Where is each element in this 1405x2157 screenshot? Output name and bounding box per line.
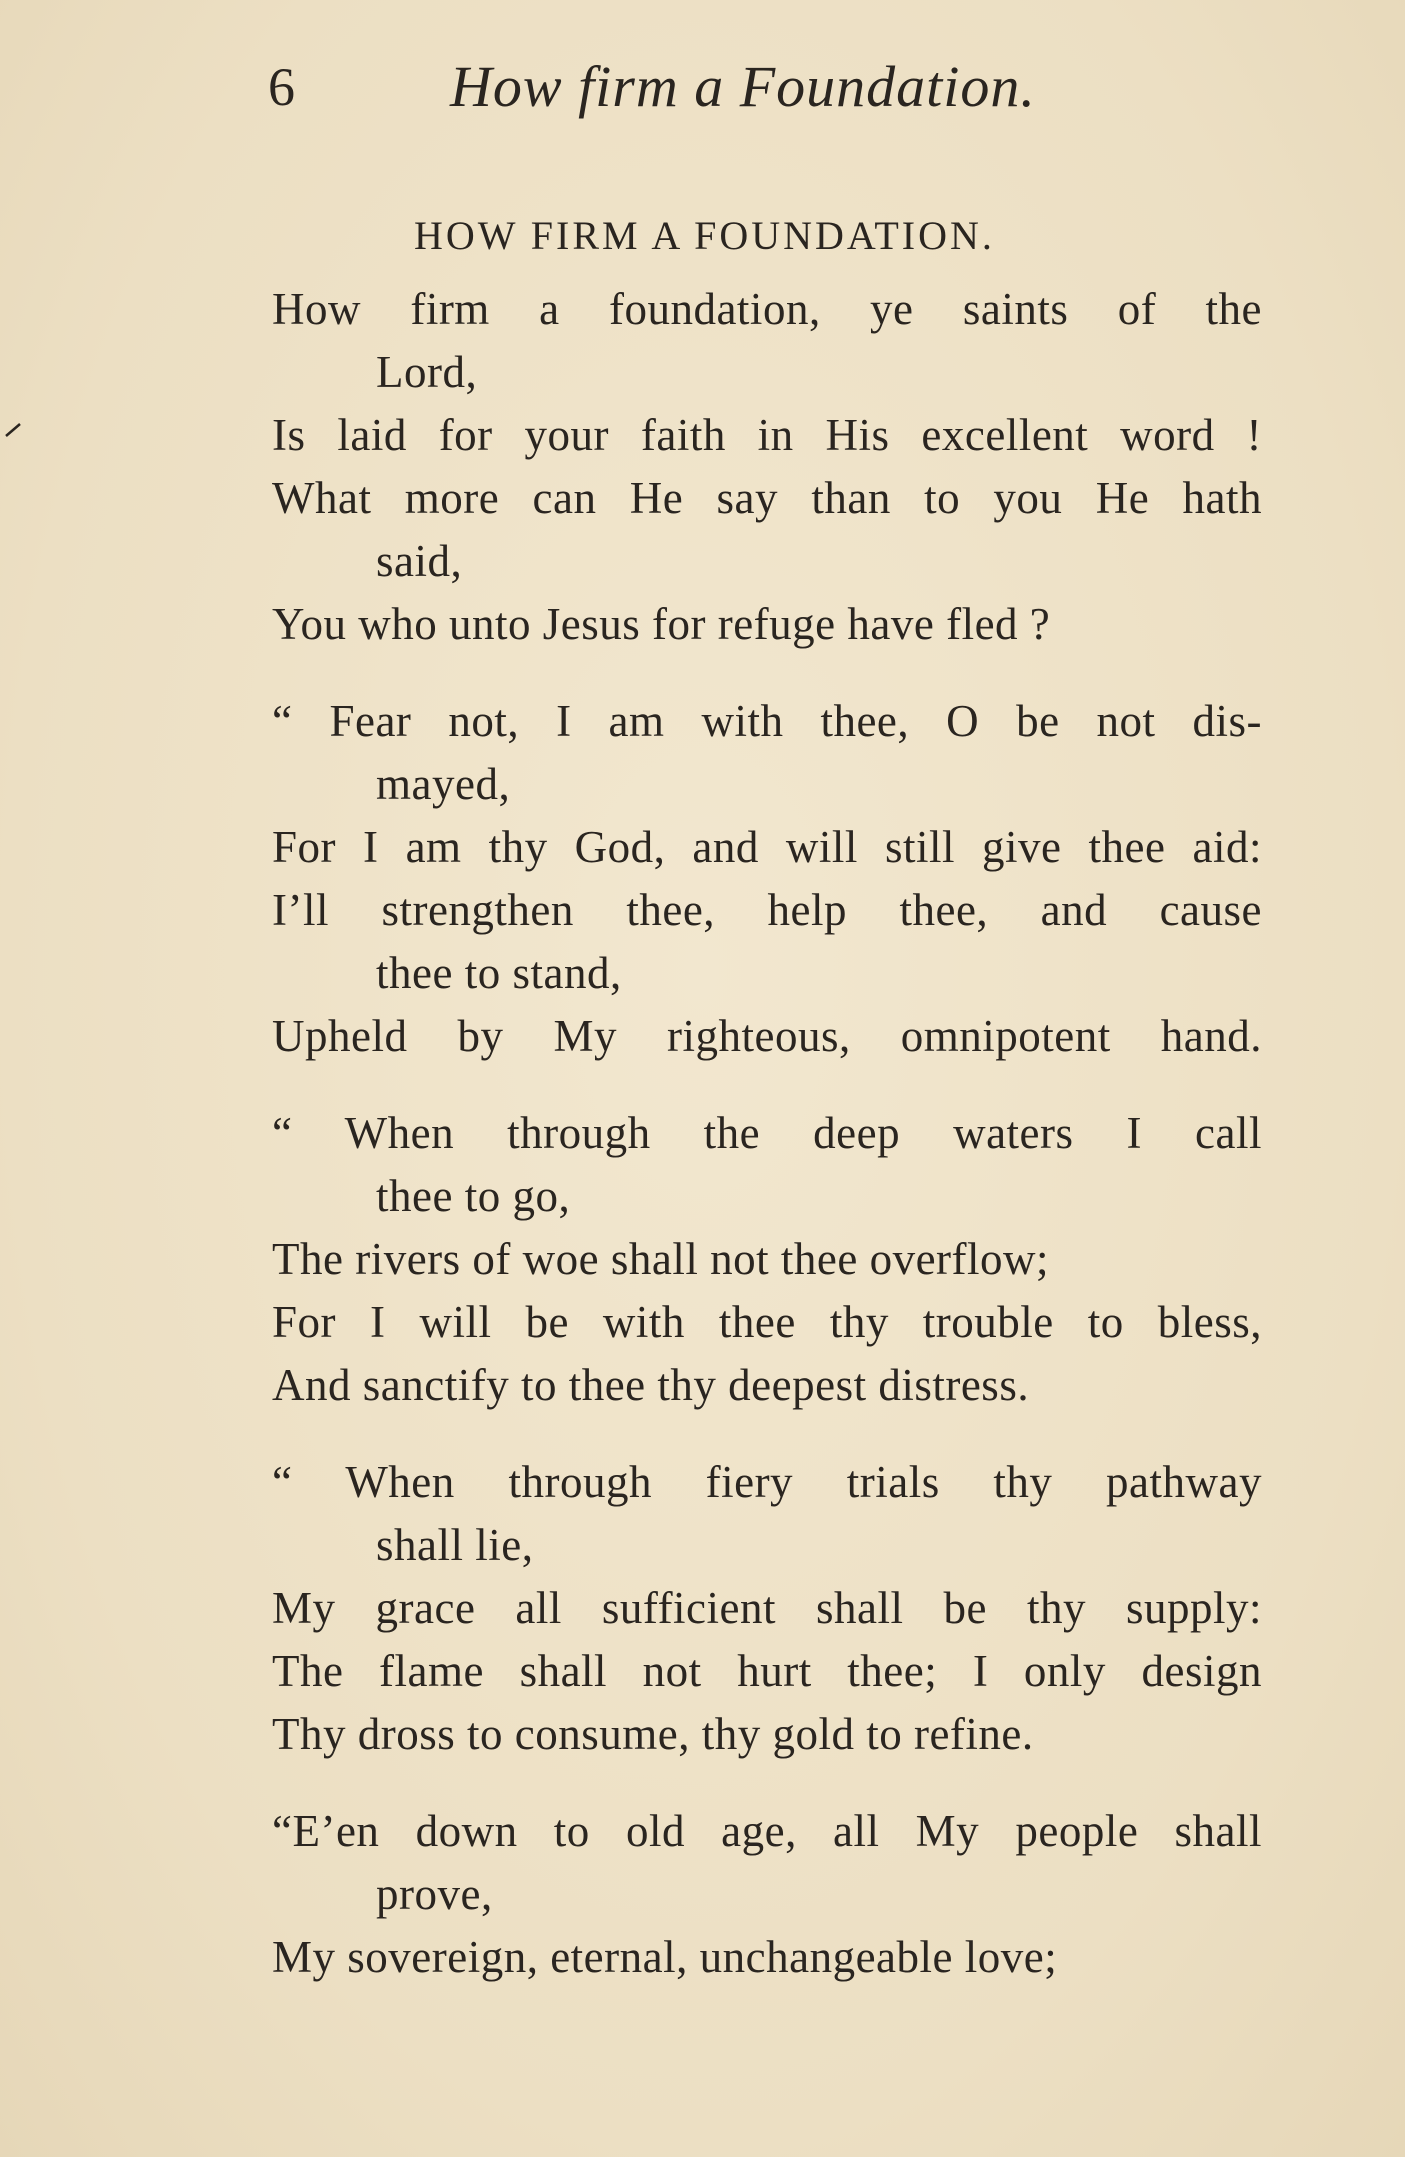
running-title: How firm a Foundation. [450,54,1036,119]
verse-line: said, [376,536,463,586]
verse-line: How firm a foundation, ye saints of the [272,284,1262,334]
verse-line: Thy dross to consume, thy gold to refine. [272,1709,1034,1759]
running-header [268,52,1088,132]
verse-line: thee to go, [376,1171,571,1221]
verse-line: “ When through fiery trials thy pathway [272,1457,1262,1507]
verse-line: “E’en down to old age, all My people shall [272,1806,1262,1856]
stanza [272,1800,1262,1989]
verse-line: For I will be with thee thy trouble to bless, [272,1297,1262,1347]
verse-line: My sovereign, eternal, unchangeable love; [272,1932,1058,1982]
stanza [272,278,1262,656]
verse-line: The flame shall not hurt thee; I only design [272,1646,1262,1696]
verse-line: My grace all sufficient shall be thy supply: [272,1583,1262,1633]
stanza [272,690,1262,1068]
hymn-text [272,278,1262,2023]
stanza [272,1451,1262,1766]
margin-tick-mark [4,420,24,440]
verse-line: “ Fear not, I am with thee, O be not dis- [272,696,1262,746]
verse-line: mayed, [376,759,511,809]
verse-line: prove, [376,1869,493,1919]
verse-line: “ When through the deep waters I call [272,1108,1262,1158]
verse-line: What more can He say than to you He hath [272,473,1262,523]
page-number: 6 [268,57,295,117]
verse-line: shall lie, [376,1520,534,1570]
verse-line: Upheld by My righteous, omnipotent hand. [272,1011,1262,1061]
verse-line: The rivers of woe shall not thee overflow; [272,1234,1050,1284]
verse-line: I’ll strengthen thee, help thee, and cause [272,885,1262,935]
verse-line: And sanctify to thee thy deepest distress. [272,1360,1030,1410]
verse-line: You who unto Jesus for refuge have fled ? [272,599,1051,649]
hymn-title: HOW FIRM A FOUNDATION. [414,213,995,258]
verse-line: Is laid for your faith in His excellent word ! [272,410,1262,460]
stanza [272,1102,1262,1417]
verse-line: thee to stand, [376,948,622,998]
verse-line: For I am thy God, and will still give thee aid: [272,822,1262,872]
verse-line: Lord, [376,347,478,397]
